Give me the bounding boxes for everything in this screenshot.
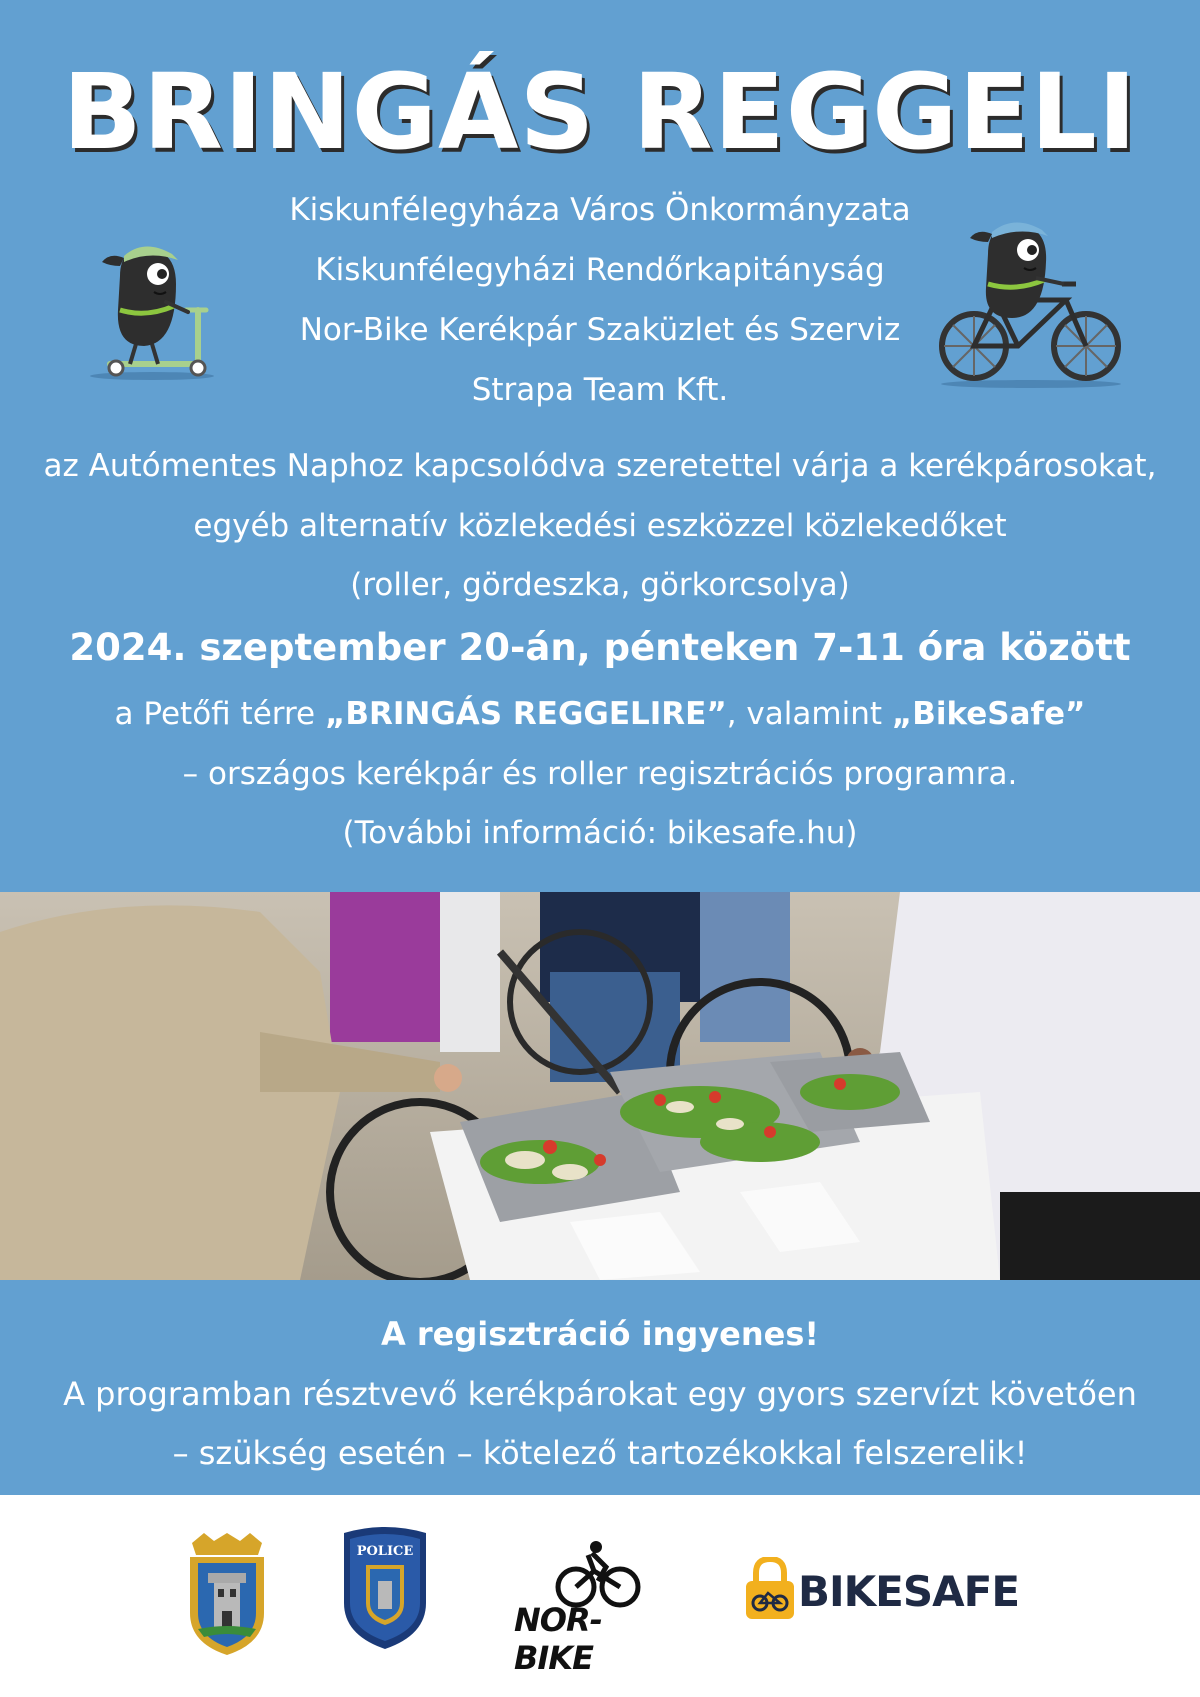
- venue-line: [0, 694, 1200, 734]
- event-date: 2024. szeptember 20-án, pénteken 7-11 óra között: [69, 626, 1131, 669]
- breakfast-photo: [0, 892, 1200, 1280]
- venue-middle: , valamint: [726, 696, 892, 732]
- intro-line-2: egyéb alternatív közlekedési eszközzel közlekedőket: [193, 508, 1007, 544]
- program-line: – országos kerékpár és roller regisztrációs programra.: [182, 756, 1018, 792]
- organizer-4: Strapa Team Kft.: [471, 372, 729, 408]
- registration-headline: A regisztráció ingyenes!: [380, 1315, 819, 1353]
- norbike-logo-text: NOR-BIKE: [514, 1601, 602, 1677]
- police-badge-icon: [338, 1525, 432, 1651]
- registration-section: [0, 1280, 1200, 1495]
- police-badge-text: POLICE: [356, 1544, 414, 1559]
- intro-line-3: (roller, gördeszka, görkorcsolya): [350, 567, 850, 603]
- organizer-3: Nor-Bike Kerékpár Szaküzlet és Szerviz: [299, 312, 901, 348]
- city-coat-of-arms-icon: [184, 1533, 270, 1657]
- registration-line-2: – szükség esetén – kötelező tartozékokkal felszerelik!: [172, 1434, 1028, 1472]
- intro-line-1: az Autómentes Naphoz kapcsolódva szeretettel várja a kerékpárosokat,: [43, 448, 1157, 484]
- poster-title: BRINGÁS REGGELI: [62, 51, 1138, 173]
- cyclist-mascot-icon: [936, 214, 1126, 394]
- event-name-bikesafe: „BikeSafe”: [891, 696, 1086, 732]
- breakfast-scene-image: [0, 892, 1200, 1280]
- registration-line-1: A programban résztvevő kerékpárokat egy gyors szervízt követően: [63, 1375, 1137, 1413]
- event-name-bringas: „BRINGÁS REGGELIRE”: [324, 696, 727, 732]
- padlock-bike-icon: [744, 1557, 796, 1621]
- bikesafe-logo-text: BIKESAFE: [798, 1567, 1020, 1616]
- organizer-1: Kiskunfélegyháza Város Önkormányzata: [289, 192, 911, 228]
- venue-prefix: a Petőfi térre: [114, 696, 325, 732]
- info-line: (További információ: bikesafe.hu): [342, 815, 858, 851]
- norbike-logo: [514, 1541, 664, 1677]
- bikesafe-logo: [744, 1557, 1024, 1627]
- sponsor-logos: [0, 1495, 1200, 1697]
- organizer-2: Kiskunfélegyházi Rendőrkapitányság: [315, 252, 885, 288]
